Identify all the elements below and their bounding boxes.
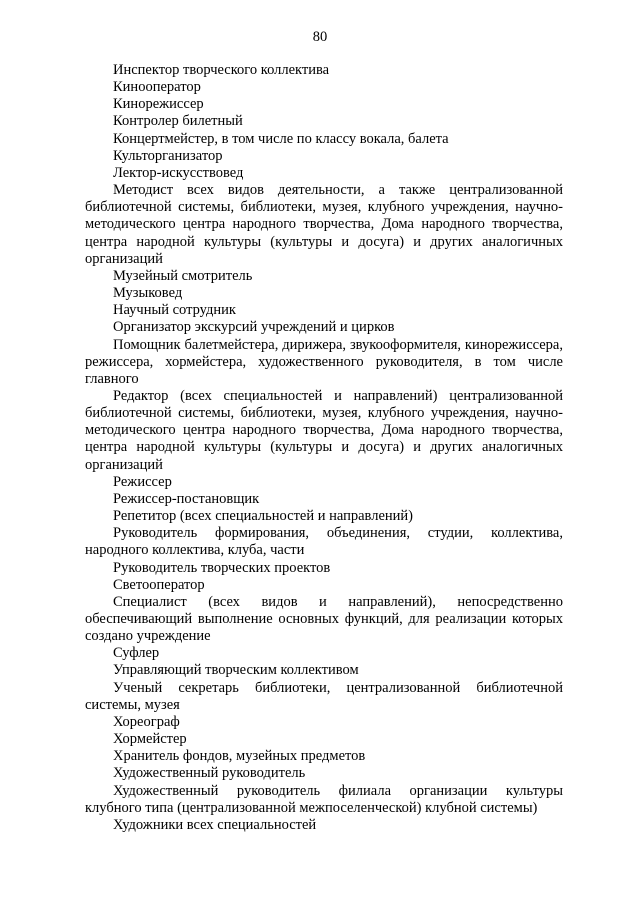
list-item: Репетитор (всех специальностей и направлений) (113, 508, 413, 525)
list-item: Светооператор (113, 576, 205, 593)
list-item: Научный сотрудник (113, 302, 236, 319)
list-item: Режиссер (113, 473, 172, 490)
list-item: Организатор экскурсий учреждений и цирков (113, 319, 395, 336)
list-item: Контролер билетный (113, 113, 243, 130)
list-item: Помощник балетмейстера, дирижера, звукооформителя, кинорежиссера, режиссера, хормейстера, художественного руководителя, в том числе главного (85, 336, 563, 387)
list-item: Культорганизатор (113, 147, 223, 164)
list-item: Методист всех видов деятельности, а также централизованной библиотечной системы, библиотеки, музея, клубного учреждения, научно-методического центра народного творчества, Дома народного творчества, центра народной культуры (культуры и досуга) и других аналогичных организаций (85, 182, 563, 267)
list-item: Музейный смотритель (113, 267, 253, 284)
list-item: Специалист (всех видов и направлений), непосредственно обеспечивающий выполнение основных функций, для реализации которых создано учреждение (85, 593, 563, 645)
list-item: Руководитель формирования, объединения, студии, коллектива, народного коллектива, клуба, части (85, 525, 563, 559)
list-item: Хормейстер (113, 731, 187, 748)
list-item: Хореограф (113, 713, 180, 730)
list-item: Художественный руководитель филиала организации культуры клубного типа (централизованной межпоселенческой) клубной системы) (85, 782, 563, 816)
position-list (85, 62, 563, 834)
list-item: Кинорежиссер (113, 96, 204, 113)
list-item: Хранитель фондов, музейных предметов (113, 748, 366, 765)
list-item: Руководитель творческих проектов (113, 559, 331, 576)
list-item: Художники всех специальностей (113, 816, 317, 833)
list-item: Лектор-искусствовед (113, 164, 244, 181)
list-item: Редактор (всех специальностей и направлений) централизованной библиотечной системы, библиотеки, музея, клубного учреждения, научно-методического центра народного творчества, Дома народного творчества, центра народной культуры (культуры и досуга) и других аналогичных организаций (85, 387, 563, 473)
list-item: Суфлер (113, 645, 160, 662)
list-item: Музыковед (113, 285, 183, 302)
list-item: Концертмейстер, в том числе по классу вокала, балета (113, 130, 449, 147)
list-item: Художественный руководитель (113, 765, 306, 782)
list-item: Режиссер-постановщик (113, 490, 260, 507)
list-item: Кинооператор (113, 79, 201, 96)
page-number: 80 (312, 29, 328, 45)
list-item: Ученый секретарь библиотеки, централизованной библиотечной системы, музея (85, 679, 563, 713)
list-item: Инспектор творческого коллектива (113, 62, 330, 78)
list-item: Управляющий творческим коллективом (113, 662, 359, 679)
